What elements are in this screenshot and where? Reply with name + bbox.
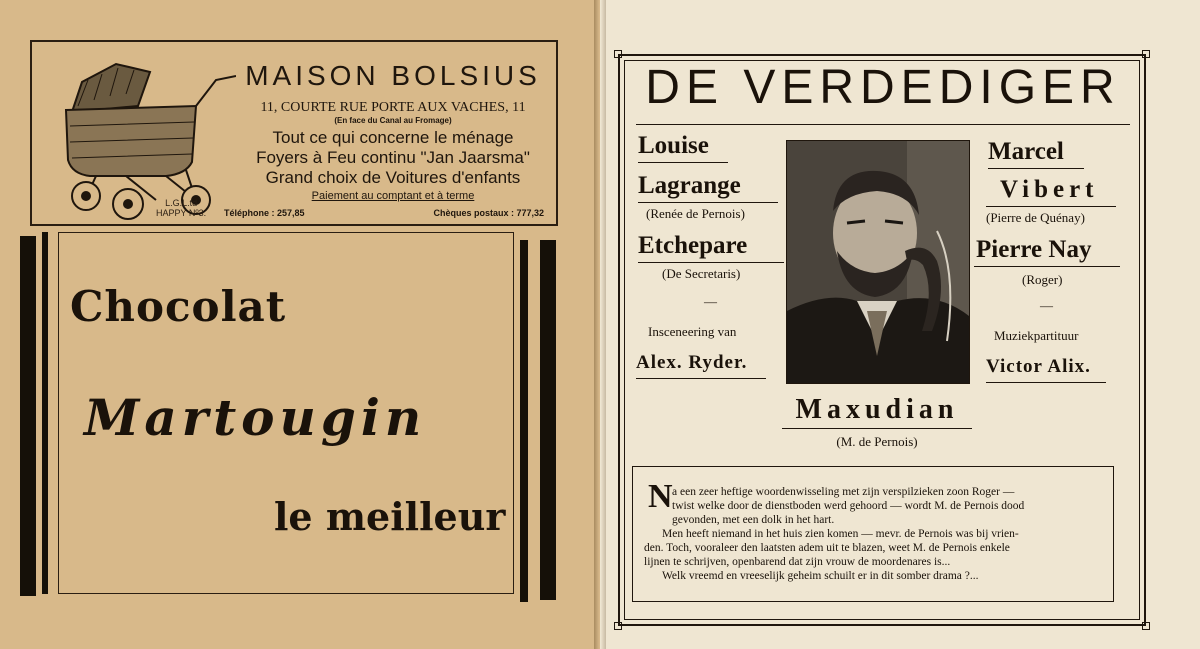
synopsis-line: lijnen te schrijven, openbarend dat zijn vrouw de moordenares is... xyxy=(644,556,951,568)
rule xyxy=(988,168,1084,169)
bolsius-line-1: Tout ce qui concerne le ménage xyxy=(272,128,514,147)
director-name: Alex. Ryder. xyxy=(636,352,748,373)
rule xyxy=(638,262,784,263)
chocolat-brand: Martougin xyxy=(84,388,427,447)
synopsis-line: Welk vreemd en vreeselijk geheim schuilt er in dit somber drama ?... xyxy=(662,570,979,582)
cast-right-actor2: Pierre Nay xyxy=(976,236,1092,263)
cast-left-actor2: Etchepare xyxy=(638,232,748,259)
cast-left-role2: (De Secretaris) xyxy=(662,266,741,281)
rule xyxy=(636,378,766,379)
rule xyxy=(638,162,728,163)
maxudian-portrait xyxy=(786,140,970,384)
synopsis-line: den. Toch, vooraleer den laatsten adem uit te blazen, weet M. de Pernois enkele xyxy=(644,542,1010,554)
corner-ornament-bottom-right xyxy=(1142,622,1150,630)
rule xyxy=(974,266,1120,267)
chocolat-tagline: le meilleur xyxy=(274,494,506,539)
lead-actor-name: Maxudian xyxy=(795,394,959,425)
rule xyxy=(782,428,972,429)
film-title: DE VERDEDIGER xyxy=(645,61,1121,114)
cast-right-role1: (Pierre de Quénay) xyxy=(986,210,1085,225)
synopsis-line: twist welke door de dienstboden werd gehoord — wordt M. de Pernois dood xyxy=(672,500,1025,512)
bolsius-advertisement xyxy=(30,40,558,226)
chocolat-heading: Chocolat xyxy=(70,282,287,331)
cast-left-role1: (Renée de Pernois) xyxy=(646,206,745,221)
title-rule xyxy=(636,124,1130,125)
music-label: Muziekpartituur xyxy=(994,328,1079,343)
cast-left-actor1-first: Louise xyxy=(638,132,709,159)
bolsius-line-3: Grand choix de Voitures d'enfants xyxy=(265,168,521,187)
cast-right-role2: (Roger) xyxy=(1022,272,1063,287)
left-black-bar-outer xyxy=(20,236,36,596)
rule xyxy=(986,382,1106,383)
left-black-bar-inner xyxy=(42,232,48,594)
pram-model-mark xyxy=(156,198,206,218)
bolsius-payment: Paiement au comptant et à terme xyxy=(311,190,475,202)
cast-right-dash: — xyxy=(1040,298,1053,313)
corner-ornament-top-left xyxy=(614,50,622,58)
book-gutter xyxy=(594,0,606,649)
bolsius-title: MAISON BOLSIUS xyxy=(245,60,541,91)
portrait-photo xyxy=(787,141,969,383)
composer-name: Victor Alix. xyxy=(986,356,1091,377)
pram-illustration xyxy=(46,50,236,220)
right-page xyxy=(600,0,1200,649)
bolsius-line-2: Foyers à Feu continu "Jan Jaarsma" xyxy=(256,148,530,167)
corner-ornament-top-right xyxy=(1142,50,1150,58)
synopsis-line: a een zeer heftige woordenwisseling met zijn verspilzieken zoon Roger — xyxy=(672,486,1015,498)
synopsis-line: gevonden, met een dolk in het hart. xyxy=(672,514,835,526)
rule xyxy=(986,206,1116,207)
right-black-bar-inner xyxy=(520,240,528,602)
direction-label: Insceneering van xyxy=(648,324,737,339)
corner-ornament-bottom-left xyxy=(614,622,622,630)
cast-left-dash: — xyxy=(704,294,717,309)
right-black-bar-outer xyxy=(540,240,556,600)
bolsius-cheques: Chèques postaux : 777,32 xyxy=(433,208,544,218)
synopsis-drop-cap: N xyxy=(648,478,673,515)
bolsius-telephone: Téléphone : 257,85 xyxy=(224,208,305,218)
cast-right-actor1-first: Marcel xyxy=(988,138,1064,165)
cast-left-actor1-last: Lagrange xyxy=(638,172,741,199)
rule xyxy=(638,202,778,203)
pram-mark-text: L.G.L.td xyxy=(165,198,198,208)
lead-actor-role: (M. de Pernois) xyxy=(836,434,918,449)
pram-model-text: HAPPY Nº3. xyxy=(156,208,207,218)
synopsis-line: Men heeft niemand in het huis zien komen — mevr. de Pernois was bij vrien- xyxy=(662,528,1019,540)
bolsius-address-note: (En face du Canal au Fromage) xyxy=(334,116,452,125)
cast-right-actor1-last: Vibert xyxy=(1000,176,1099,203)
bolsius-address: 11, COURTE RUE PORTE AUX VACHES, 11 xyxy=(260,100,526,115)
